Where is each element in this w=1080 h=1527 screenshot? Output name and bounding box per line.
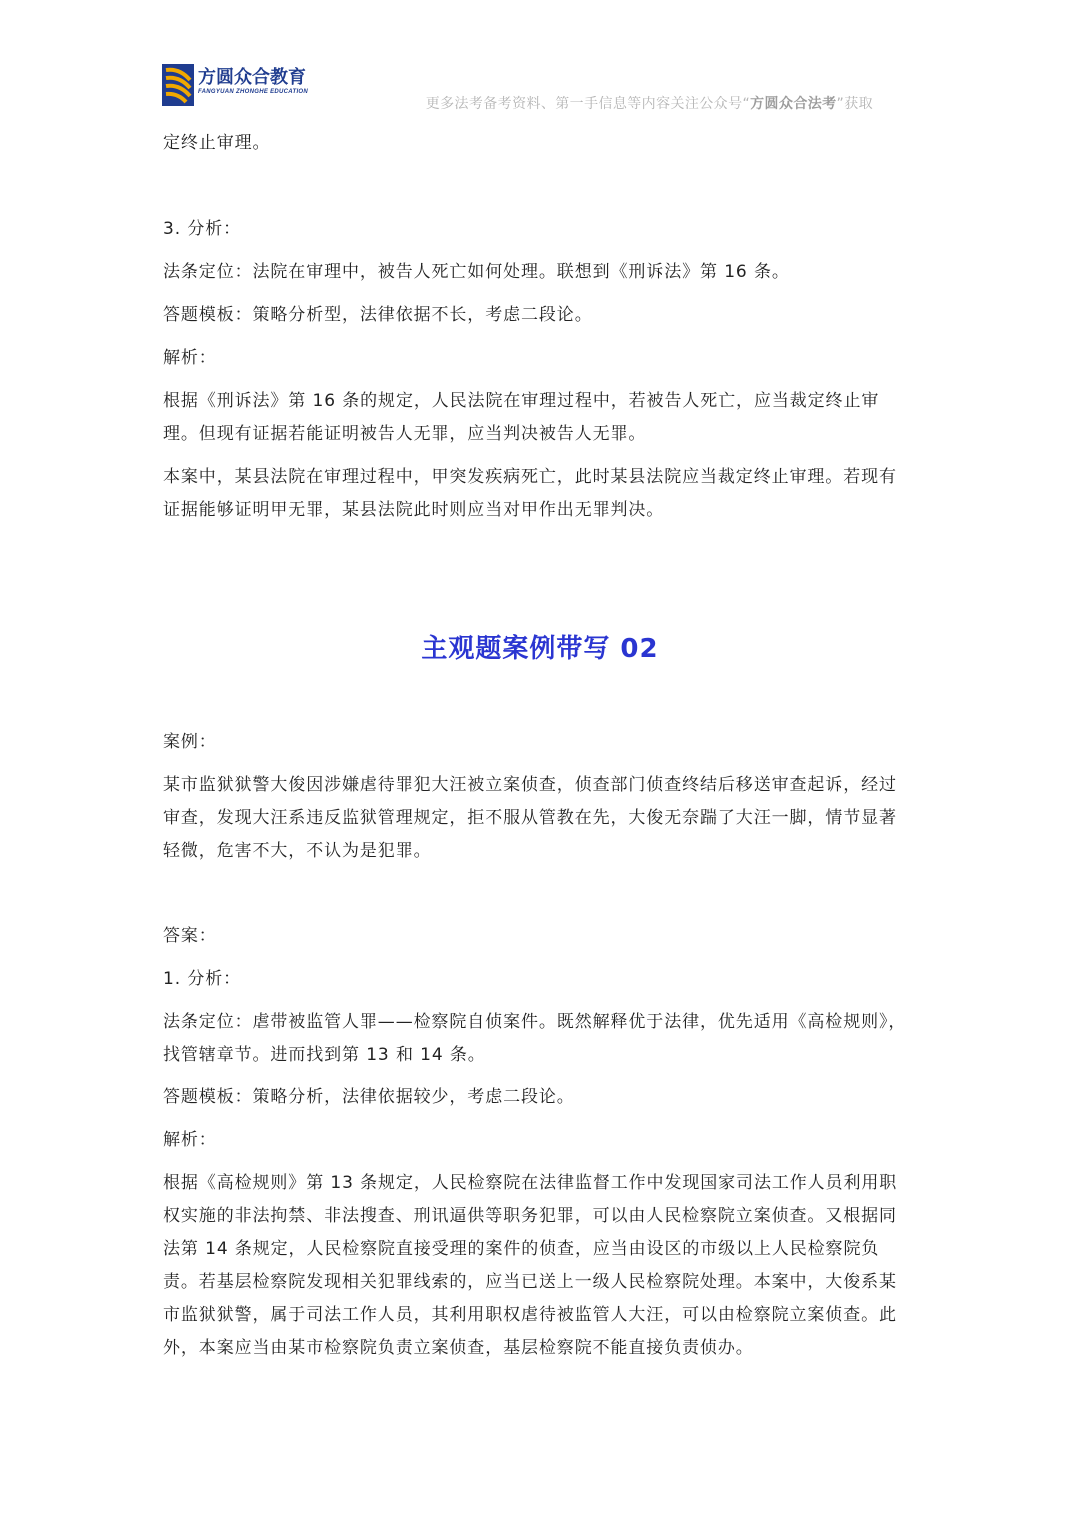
analysis-heading-2: 1. 分析： — [163, 969, 242, 989]
logo-mark-icon — [162, 64, 194, 106]
case-description: 某市监狱狱警大俊因涉嫌虐待罪犯大汪被立案侦查，侦查部门侦查终结后移送审查起诉，经过审查，发现大汪系违反监狱管理规定，拒不服从管教在先，大俊无奈踹了大汪一脚，情节显著轻微，危害不大，不认为是犯罪。 — [163, 775, 897, 861]
case-heading: 案例： — [163, 732, 217, 752]
answer-heading: 答案： — [163, 926, 217, 946]
brand-logo — [162, 64, 308, 106]
header-note-prefix: 更多法考备考资料、第一手信息等内容关注公众号“ — [425, 96, 751, 112]
explanation-paragraph-2: 根据《高检规则》第 13 条规定，人民检察院在法律监督工作中发现国家司法工作人员利用职权实施的非法拘禁、非法搜查、刑讯逼供等职务犯罪，可以由人民检察院立案侦查。又根据同法第 14 条规定，人民检察院直接受理的案件的侦查，应当由设区的市级以上人民检察院负责。若基层检察院发现相关犯罪线索的，应当已送上一级人民检察院处理。本案中，大俊系某市监狱狱警，属于司法工作人员，其利用职权虐待被监管人大汪，可以由检察院立案侦查。此外，本案应当由某市检察院负责立案侦查，基层检察院不能直接负责侦办。 — [163, 1173, 898, 1358]
answer-template-2: 答题模板：策略分析，法律依据较少，考虑二段论。 — [163, 1087, 575, 1107]
paragraph-continuation: 定终止审理。 — [163, 133, 271, 153]
explanation-heading: 解析： — [163, 348, 217, 368]
statute-location-2: 法条定位：虐带被监管人罪——检察院自侦案件。既然解释优于法律，优先适用《高检规则》，找管辖章节。进而找到第 13 和 14 条。 — [163, 1012, 907, 1065]
logo-chinese-name: 方圆众合教育 — [198, 67, 306, 88]
header-note-account: 方圆众合法考 — [750, 96, 837, 112]
analysis-heading: 3. 分析： — [163, 219, 242, 239]
case-conclusion-paragraph: 本案中，某县法院在审理过程中，甲突发疾病死亡，此时某县法院应当裁定终止审理。若现有证据能够证明甲无罪，某县法院此时则应当对甲作出无罪判决。 — [163, 467, 897, 520]
logo-english-name: FANGYUAN ZHONGHE EDUCATION — [198, 89, 309, 95]
section-title: 主观题案例带写 02 — [421, 634, 659, 664]
logo-text — [198, 68, 308, 96]
explanation-heading-2: 解析： — [163, 1130, 217, 1150]
statute-location: 法条定位：法院在审理中，被告人死亡如何处理。联想到《刑诉法》第 16 条。 — [163, 262, 790, 282]
header-note — [426, 93, 873, 113]
answer-template: 答题模板：策略分析型，法律依据不长，考虑二段论。 — [163, 305, 593, 325]
explanation-paragraph: 根据《刑诉法》第 16 条的规定，人民法院在审理过程中，若被告人死亡，应当裁定终止审理。但现有证据若能证明被告人无罪，应当判决被告人无罪。 — [163, 391, 880, 444]
page-header — [0, 0, 1080, 120]
header-note-suffix: ”获取 — [836, 96, 873, 112]
